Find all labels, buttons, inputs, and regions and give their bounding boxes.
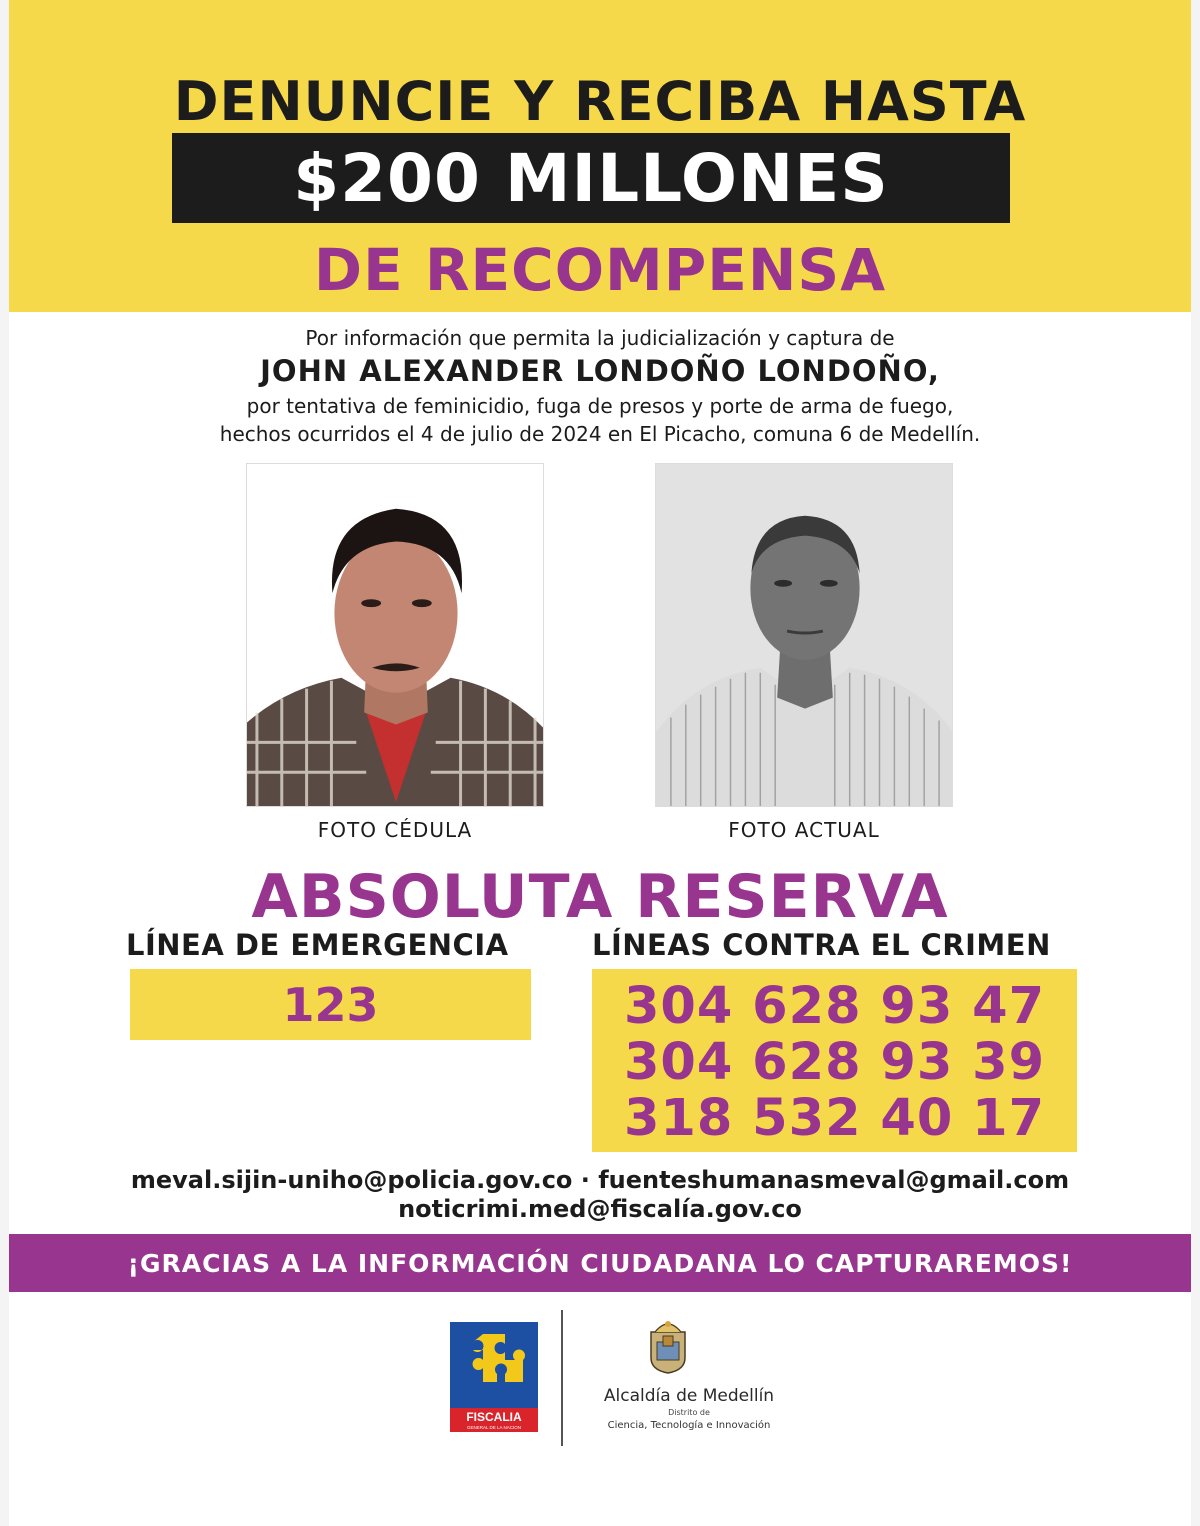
reward-amount-box <box>172 133 1010 223</box>
charges-line-2: hechos ocurridos el 4 de julio de 2024 en El Picacho, comuna 6 de Medellín. <box>219 422 981 446</box>
header-band <box>9 0 1191 312</box>
crime-line-phone: 318 532 40 17 <box>623 1089 1046 1148</box>
contact-emails <box>9 1166 1191 1224</box>
crime-lines-box <box>592 969 1077 1152</box>
medellin-tagline: Ciencia, Tecnología e Innovación <box>607 1420 771 1431</box>
emails-line-2: noticrimi.med@fiscalía.gov.co <box>398 1195 802 1223</box>
medellin-name: Alcaldía de Medellín <box>603 1386 775 1406</box>
wanted-poster <box>9 0 1191 1526</box>
crime-lines-label: LÍNEAS CONTRA EL CRIMEN <box>592 928 1051 962</box>
emergency-number: 123 <box>282 977 379 1032</box>
thanks-text: ¡GRACIAS A LA INFORMACIÓN CIUDADANA LO CAPTURAREMOS! <box>127 1248 1073 1278</box>
photo-current <box>655 463 953 807</box>
fiscalia-logo-subtext: GENERAL DE LA NACION <box>466 1425 522 1430</box>
medellin-subtitle: Distrito de <box>668 1408 710 1417</box>
headline: DENUNCIE Y RECIBA HASTA <box>173 70 1027 133</box>
charges-line-1: por tentativa de feminicidio, fuga de presos y porte de arma de fuego, <box>246 394 954 418</box>
emergency-number-box <box>130 969 531 1040</box>
fiscalia-logo-icon <box>450 1322 538 1432</box>
fiscalia-logo-text: FISCALIA <box>466 1410 522 1424</box>
emergency-line-label: LÍNEA DE EMERGENCIA <box>126 928 509 962</box>
crime-line-phone: 304 628 93 47 <box>623 977 1046 1036</box>
reward-amount: $200 MILLONES <box>293 139 889 217</box>
crime-line-phone: 304 628 93 39 <box>623 1033 1046 1092</box>
caption-id-photo: FOTO CÉDULA <box>317 818 473 842</box>
medellin-crest-icon <box>647 1318 689 1374</box>
wanted-name: JOHN ALEXANDER LONDOÑO LONDOÑO, <box>260 354 940 388</box>
intro-text: Por información que permita la judicialización y captura de <box>305 326 895 350</box>
charges-text <box>9 392 1191 448</box>
reserve-headline: ABSOLUTA RESERVA <box>251 862 949 932</box>
thanks-banner <box>9 1234 1191 1292</box>
logo-divider <box>561 1310 563 1446</box>
photo-id-card <box>246 463 544 807</box>
emails-line-1: meval.sijin-uniho@policia.gov.co · fuenteshumanasmeval@gmail.com <box>130 1166 1070 1194</box>
caption-current-photo: FOTO ACTUAL <box>728 818 880 842</box>
reward-subheadline: DE RECOMPENSA <box>313 236 887 304</box>
